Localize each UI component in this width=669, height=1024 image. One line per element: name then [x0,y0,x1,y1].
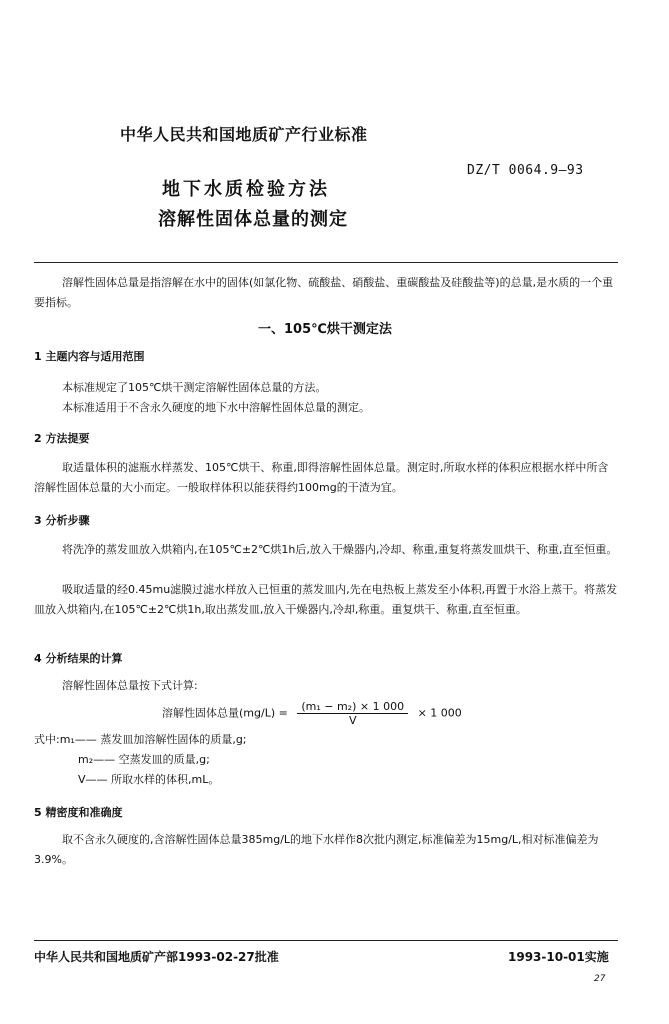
section-1-title: 1 主题内容与适用范围 [34,350,145,363]
section-5-title: 5 精密度和准确度 [34,806,123,819]
effective-date: 1993-10-01实施 [508,950,609,964]
formula-lhs: 溶解性固体总量(mg/L) = [162,706,288,720]
formula-tail: × 1 000 [417,706,462,720]
standard-code: DZ/T 0064.9—93 [467,163,584,178]
intro-paragraph: 溶解性固体总量是指溶解在水中的固体(如氯化物、硫酸盐、硝酸盐、重碳酸盐及硅酸盐等)的总量,是水质的一个重要指标。 [34,276,614,309]
header-divider [34,262,618,263]
approval-date: 中华人民共和国地质矿产部1993-02-27批准 [34,950,279,964]
calculation-formula [162,700,462,727]
formula-numerator: (m₁ − m₂) × 1 000 [297,700,408,714]
section-1-para-2: 本标准适用于不含永久硬度的地下水中溶解性固体总量的测定。 [62,401,370,414]
where-line-2: m₂—— 空蒸发皿的质量,g; [78,753,210,766]
document-subtitle: 溶解性固体总量的测定 [158,209,348,230]
formula-denominator: V [348,714,357,727]
method-title: 一、105℃烘干测定法 [258,322,392,337]
standard-organization: 中华人民共和国地质矿产行业标准 [120,125,368,144]
section-1-para-1: 本标准规定了105℃烘干测定溶解性固体总量的方法。 [62,381,327,394]
section-3-para-1: 将洗净的蒸发皿放入烘箱内,在105℃±2℃烘1h后,放入干燥器内,冷却、称重,重复将蒸发皿烘干、称重,直至恒重。 [62,543,618,556]
section-2-para-1: 取适量体积的滤瓶水样蒸发、105℃烘干、称重,即得溶解性固体总量。测定时,所取水样的体积应根据水样中所含溶解性固体总量的大小而定。一般取样体积以能获得约100mg的干渣为宜。 [34,461,609,494]
section-4-title: 4 分析结果的计算 [34,652,123,665]
where-line-3: V—— 所取水样的体积,mL。 [78,773,220,786]
section-3-para-2: 吸取适量的经0.45mu滤膜过滤水样放入已恒重的蒸发皿内,先在电热板上蒸发至小体积,再置于水浴上蒸干。将蒸发皿放入烘箱内,在105℃±2℃烘1h,取出蒸发皿,放入干燥器内,冷却,称重。重复烘干、称重,直至恒重。 [34,583,618,616]
formula-fraction [297,700,408,727]
where-line-1: 式中:m₁—— 蒸发皿加溶解性固体的质量,g; [34,733,247,746]
section-3-title: 3 分析步骤 [34,514,90,527]
document-title: 地下水质检验方法 [162,179,330,200]
footer-divider [34,940,618,941]
section-4-para-1: 溶解性固体总量按下式计算: [62,679,198,692]
section-5-para-1: 取不含永久硬度的,含溶解性固体总量385mg/L的地下水样作8次批内测定,标准偏差为15mg/L,相对标准偏差为3.9%。 [34,833,599,866]
page-number: 27 [594,974,606,984]
section-2-title: 2 方法提要 [34,432,90,445]
